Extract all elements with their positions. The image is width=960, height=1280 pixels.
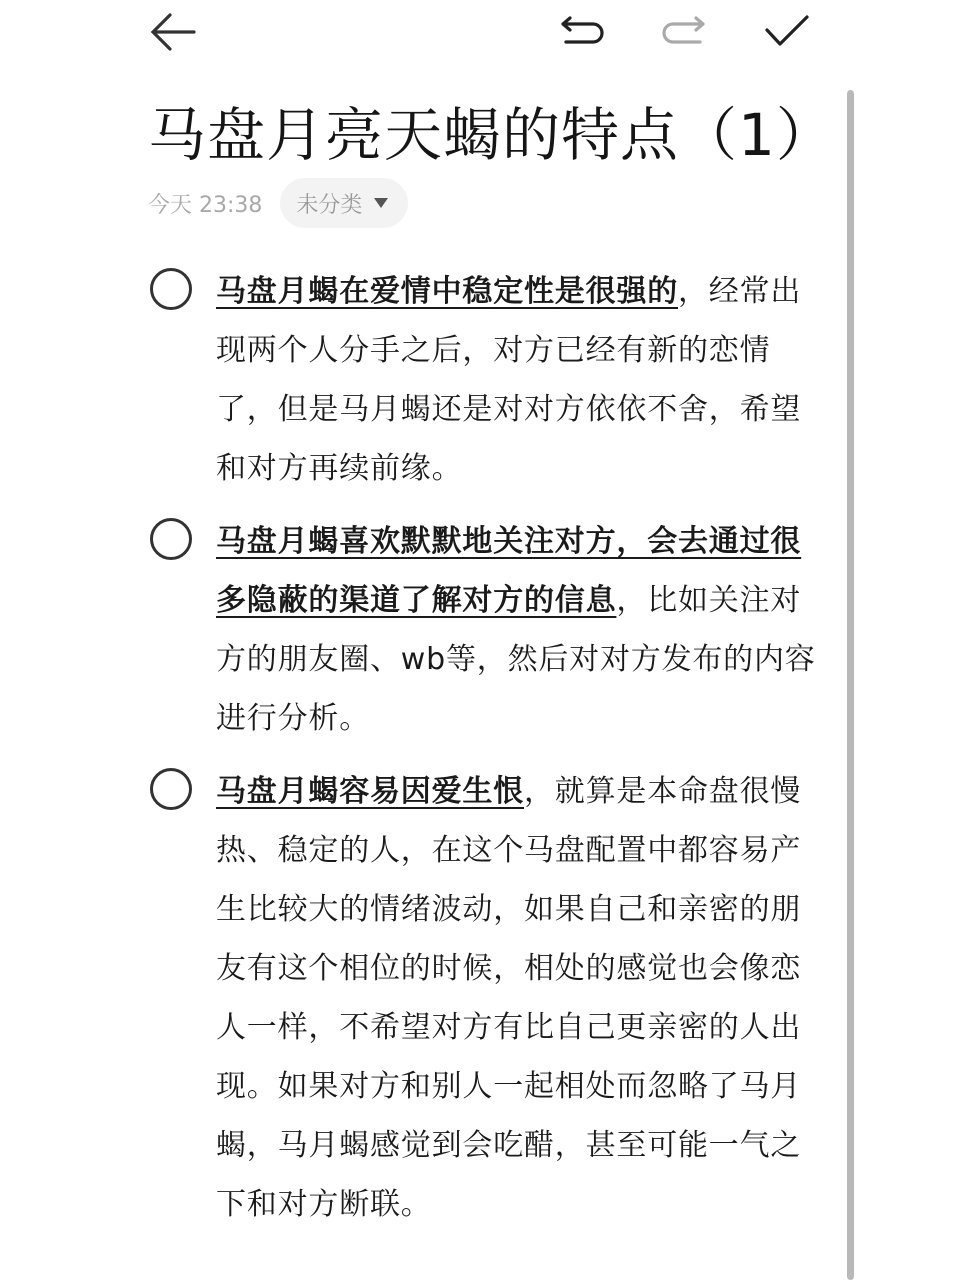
undo-icon[interactable]	[560, 14, 606, 48]
check-icon[interactable]	[764, 14, 810, 48]
checklist-item	[148, 762, 818, 1234]
item-highlight: 马盘月蝎在爱情中稳定性是很强的	[216, 274, 678, 309]
checklist-item-text[interactable]	[216, 762, 816, 1234]
item-body: ，就算是本命盘很慢热、稳定的人，在这个马盘配置中都容易产生比较大的情绪波动，如果自己和亲密的朋友有这个相位的时候，相处的感觉也会像恋人一样，不希望对方有比自己更亲密的人出现。如果对方和别人一起相处而忽略了马月蝎，马月蝎感觉到会吃醋，甚至可能一气之下和对方断联。	[216, 774, 802, 1222]
caret-down-icon	[374, 198, 388, 208]
checkbox-circle[interactable]	[150, 268, 192, 310]
checklist-item	[148, 262, 818, 498]
arrow-left-icon[interactable]	[150, 12, 198, 52]
redo-icon[interactable]	[660, 14, 706, 48]
checklist-item-text[interactable]	[216, 262, 816, 498]
category-label: 未分类	[296, 192, 363, 218]
scrollbar[interactable]	[847, 90, 854, 1280]
note-title[interactable]: 马盘月亮天蝎的特点（1）	[148, 101, 835, 169]
checklist-item	[148, 512, 818, 748]
item-highlight: 马盘月蝎容易因爱生恨	[216, 774, 524, 809]
item-highlight: 马盘月蝎喜欢默默地关注对方，会去通过很多隐蔽的渠道了解对方的信息	[216, 524, 802, 618]
checklist-item-text[interactable]	[216, 512, 816, 748]
item-body: ，比如关注对方的朋友圈、wb等，然后对对方发布的内容进行分析。	[216, 583, 816, 736]
checkbox-circle[interactable]	[150, 518, 192, 560]
note-timestamp: 今天 23:38	[148, 192, 263, 218]
note-meta	[148, 178, 408, 228]
category-dropdown[interactable]	[280, 178, 408, 228]
item-body: ，经常出现两个人分手之后，对方已经有新的恋情了，但是马月蝎还是对对方依依不舍，希望和对方再续前缘。	[216, 274, 802, 486]
checkbox-circle[interactable]	[150, 768, 192, 810]
